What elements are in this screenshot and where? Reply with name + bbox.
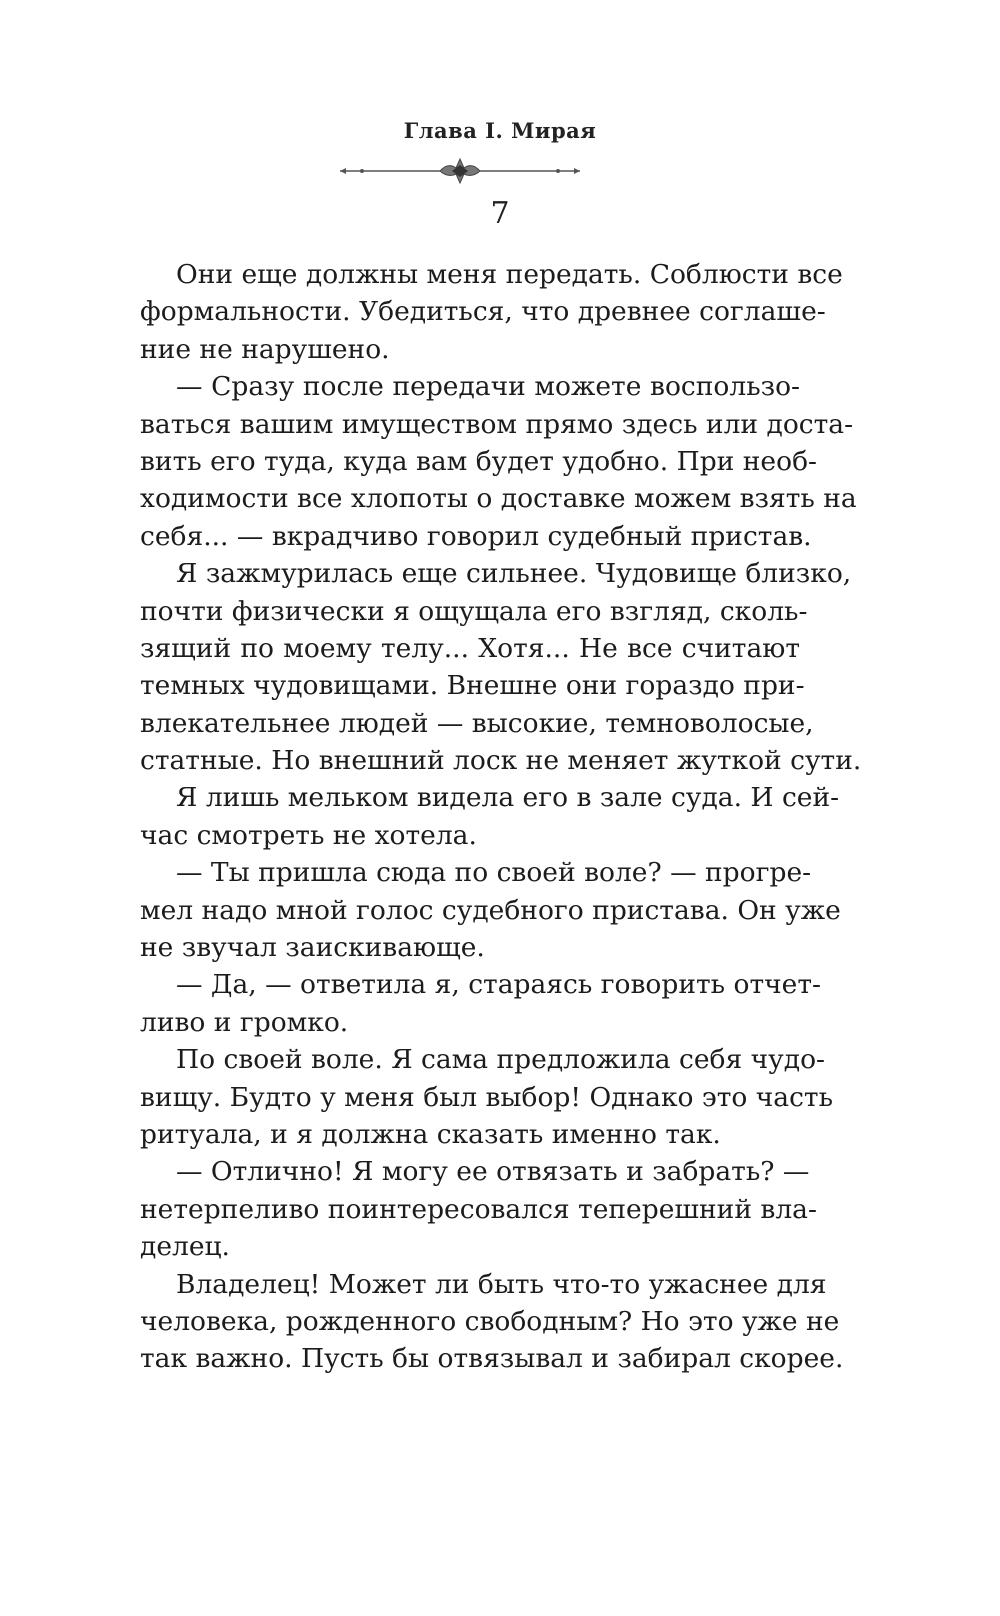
text-line: человека, рожденного свободным? Но это уже не	[140, 1305, 840, 1337]
text-line: себя... — вкрадчиво говорил судебный пристав.	[140, 520, 812, 552]
text-line: мел надо мной голос судебного пристава. Он уже	[140, 894, 841, 926]
body-text	[140, 256, 862, 1378]
text-line: делец.	[140, 1231, 230, 1263]
chapter-running-head: Глава I. Мирая	[403, 118, 597, 143]
text-line: статные. Но внешний лоск не меняет жуткой сути.	[140, 745, 862, 777]
decorative-divider-icon	[340, 156, 580, 186]
text-line: ходимости все хлопоты о доставке можем взять на	[140, 483, 857, 515]
text-line: ние не нарушено.	[140, 333, 390, 365]
text-line: ваться вашим имуществом прямо здесь или доста-	[140, 408, 854, 440]
text-line: час смотреть не хотела.	[140, 819, 477, 851]
text-line: формальности. Убедиться, что древнее соглаше-	[140, 296, 826, 328]
text-line: Я зажмурилась еще сильнее. Чудовище близко,	[176, 558, 852, 590]
text-line: зящий по моему телу... Хотя... Не все считают	[140, 632, 800, 664]
text-line: — Отлично! Я могу ее отвязать и забрать? —	[176, 1156, 810, 1188]
text-line: ритуала, и я должна сказать именно так.	[140, 1118, 721, 1150]
text-line: почти физически я ощущала его взгляд, сколь-	[140, 595, 808, 627]
text-line: не звучал заискивающе.	[140, 932, 485, 964]
text-line: вить его туда, куда вам будет удобно. При необ-	[140, 445, 817, 477]
text-line: — Сразу после передачи можете воспользо-	[176, 371, 800, 403]
text-line: — Ты пришла сюда по своей воле? — прогре-	[176, 857, 812, 889]
text-line: По своей воле. Я сама предложила себя чудо-	[176, 1044, 825, 1076]
text-line: — Да, — ответила я, стараясь говорить отчет-	[176, 969, 821, 1001]
text-line: Владелец! Может ли быть что-то ужаснее для	[176, 1268, 827, 1300]
page-number: 7	[490, 196, 510, 231]
text-line: влекательнее людей — высокие, темноволосые,	[140, 707, 814, 739]
text-line: Я лишь мельком видела его в зале суда. И сей-	[176, 782, 840, 814]
text-line: темных чудовищами. Внешне они гораздо при-	[140, 670, 805, 702]
text-line: вищу. Будто у меня был выбор! Однако это часть	[140, 1081, 834, 1113]
text-line: так важно. Пусть бы отвязывал и забирал скорее.	[140, 1343, 844, 1375]
text-line: нетерпеливо поинтересовался теперешний вла-	[140, 1193, 817, 1225]
text-line: ливо и громко.	[140, 1006, 349, 1038]
text-line: Они еще должны меня передать. Соблюсти все	[176, 259, 843, 290]
